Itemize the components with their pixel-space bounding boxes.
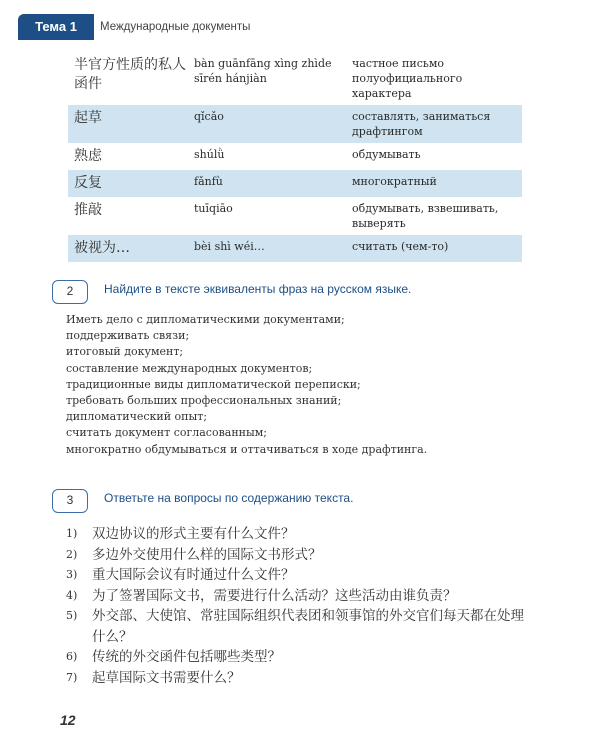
question-number: 3) bbox=[66, 568, 78, 581]
task-title: Ответьте на вопросы по содержанию текста. bbox=[104, 491, 354, 505]
page-number: 12 bbox=[60, 712, 76, 728]
vocab-translation: обдумывать, взвешивать, выверять bbox=[352, 202, 499, 230]
question-text: 传统的外交函件包括哪些类型？ bbox=[92, 649, 281, 665]
question-number: 6) bbox=[66, 650, 78, 663]
phrase-item: считать документ согласованным; bbox=[66, 426, 268, 440]
phrase-item: дипломатический опыт; bbox=[66, 410, 208, 424]
question-number: 5) bbox=[66, 609, 78, 622]
vocab-row bbox=[68, 170, 522, 197]
vocab-row bbox=[68, 52, 522, 105]
vocab-pinyin: bèi shì wéi… bbox=[194, 240, 265, 253]
question-number: 7) bbox=[66, 670, 78, 684]
vocab-chinese: 被视为… bbox=[74, 240, 130, 256]
question-number: 4) bbox=[66, 588, 78, 602]
page-header bbox=[0, 14, 600, 40]
question-item bbox=[66, 647, 536, 668]
task-number-badge: 2 bbox=[52, 280, 88, 304]
phrase-item: Иметь дело с дипломатическими документами; bbox=[66, 313, 345, 326]
question-list bbox=[66, 524, 536, 688]
task-number-badge: 3 bbox=[52, 489, 88, 513]
phrase-list bbox=[66, 312, 427, 458]
vocab-chinese: 半官方性质的私人函件 bbox=[74, 57, 186, 92]
vocab-translation: многократный bbox=[352, 175, 437, 188]
question-item bbox=[66, 565, 536, 586]
question-text: 双边协议的形式主要有什么文件？ bbox=[92, 526, 295, 542]
vocab-chinese: 推敲 bbox=[74, 202, 102, 218]
question-text: 多边外交使用什么样的国际文书形式？ bbox=[92, 546, 322, 563]
phrase-item: составление международных документов; bbox=[66, 361, 313, 375]
question-number: 1) bbox=[66, 527, 78, 540]
question-text: 外交部、大使馆、常驻国际组织代表团和领事馆的外交官们每天都在处理什么？ bbox=[92, 608, 524, 645]
vocab-translation: считать (чем-то) bbox=[352, 240, 449, 253]
vocab-translation: частное письмо полуофициального характера bbox=[352, 57, 463, 100]
question-item bbox=[66, 545, 536, 566]
question-text: 为了签署国际文书，需要进行什么活动？这些活动由谁负责？ bbox=[92, 587, 457, 604]
topic-title: Международные документы bbox=[100, 21, 251, 33]
vocab-pinyin: shúlǜ bbox=[194, 148, 225, 161]
phrase-item: поддерживать связи; bbox=[66, 329, 190, 343]
vocab-translation: обдумывать bbox=[352, 148, 421, 161]
vocab-chinese: 起草 bbox=[74, 110, 102, 126]
vocab-pinyin: qǐcǎo bbox=[194, 110, 224, 123]
phrase-item: требовать больших профессиональных знаний; bbox=[66, 394, 342, 408]
question-item bbox=[66, 586, 536, 607]
question-item bbox=[66, 524, 536, 545]
vocab-pinyin: fǎnfù bbox=[194, 175, 223, 188]
phrase-item: многократно обдумываться и оттачиваться в ходе драфтинга. bbox=[66, 442, 428, 456]
task-title: Найдите в тексте эквиваленты фраз на русском языке. bbox=[104, 282, 412, 296]
phrase-item: итоговый документ; bbox=[66, 345, 184, 359]
question-text: 起草国际文书需要什么？ bbox=[92, 669, 241, 686]
question-text: 重大国际会议有时通过什么文件？ bbox=[92, 567, 295, 583]
question-item bbox=[66, 668, 536, 689]
vocabulary-table bbox=[68, 52, 522, 262]
question-item bbox=[66, 606, 536, 647]
phrase-item: традиционные виды дипломатической переписки; bbox=[66, 377, 361, 391]
vocab-chinese: 熟虑 bbox=[74, 148, 102, 164]
vocab-row bbox=[68, 143, 522, 170]
question-number: 2) bbox=[66, 547, 78, 561]
vocab-row bbox=[68, 105, 522, 143]
vocab-pinyin: tuīqiāo bbox=[194, 202, 233, 215]
vocab-chinese: 反复 bbox=[74, 175, 102, 191]
vocab-row bbox=[68, 235, 522, 262]
topic-tab: Тема 1 bbox=[18, 14, 94, 40]
vocab-translation: составлять, заниматься драфтингом bbox=[352, 110, 491, 138]
vocab-row bbox=[68, 197, 522, 235]
vocab-pinyin: bàn guānfāng xìng zhìde sīrén hánjiàn bbox=[194, 57, 332, 85]
